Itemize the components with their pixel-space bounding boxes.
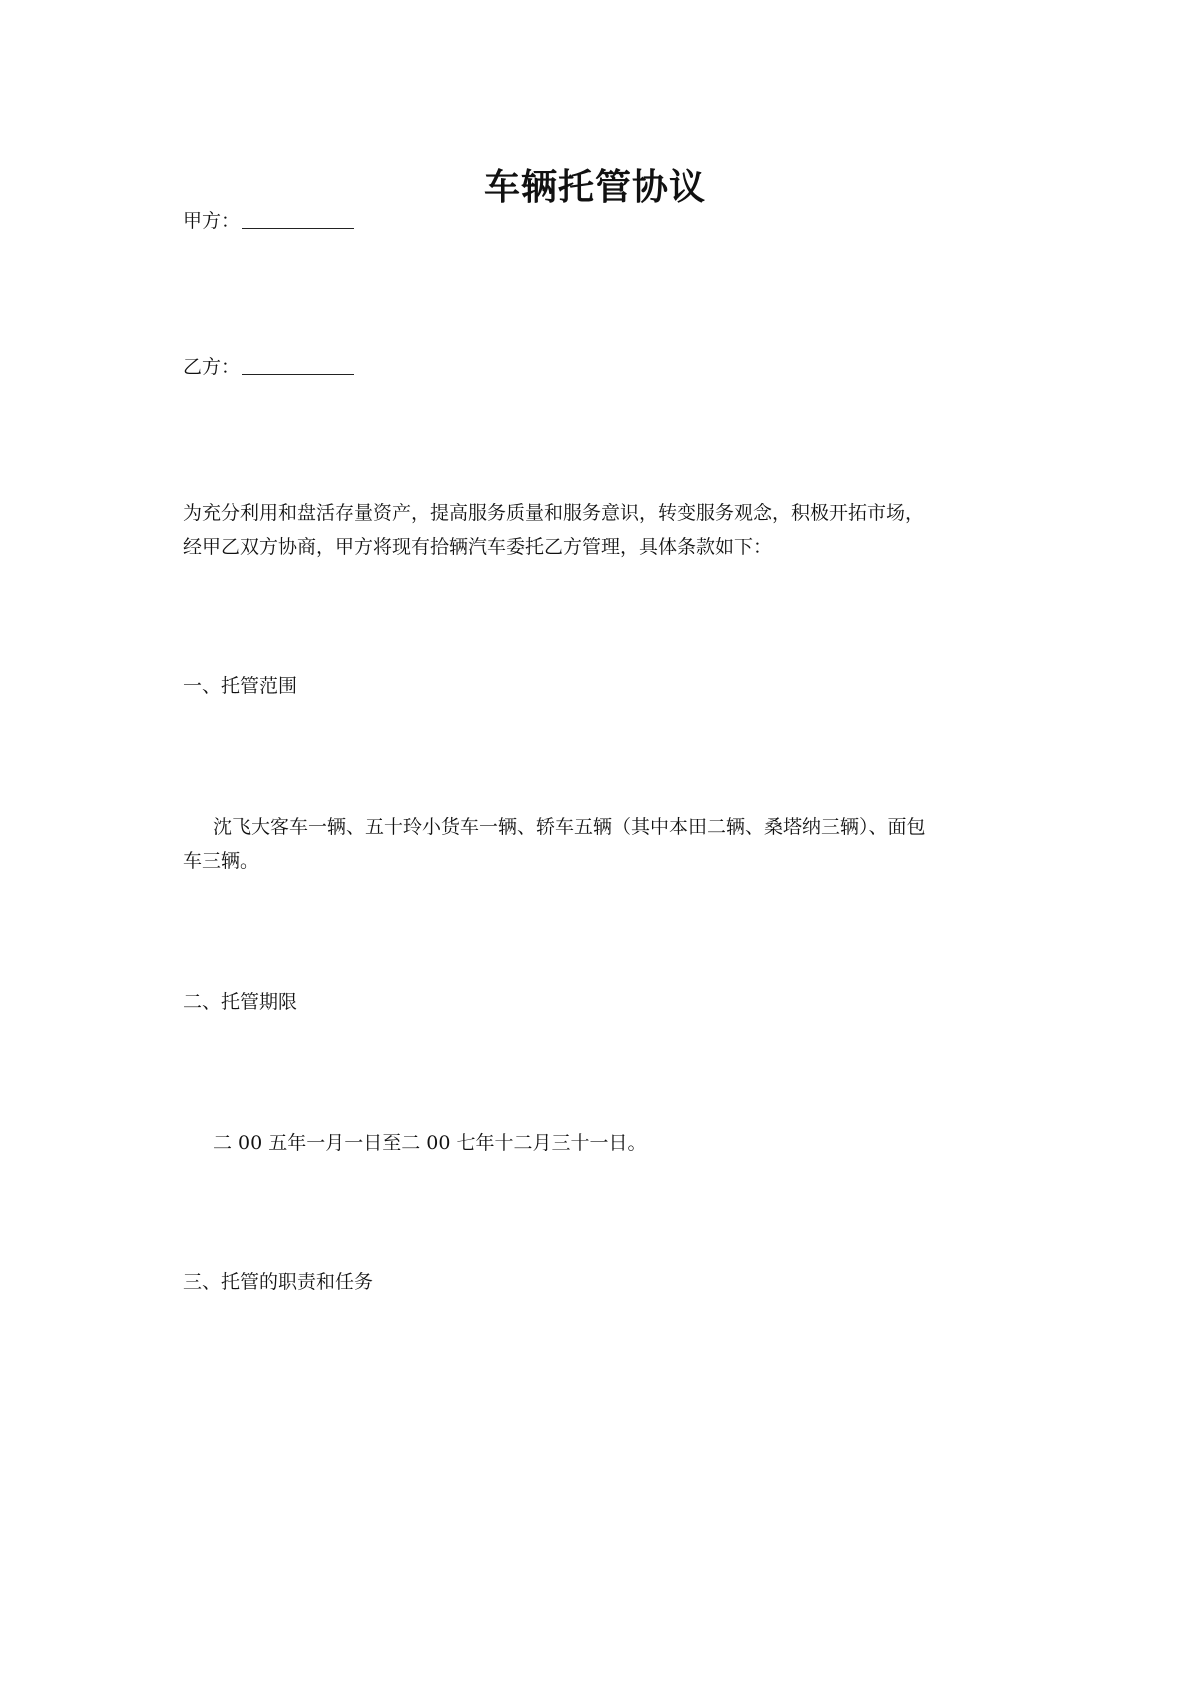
document-title: 车辆托管协议 <box>483 167 706 208</box>
section-1-text-line-1: 沈飞大客车一辆、五十玲小货车一辆、轿车五辆（其中本田二辆、桑塔纳三辆）、面包 <box>213 816 926 838</box>
preamble-line-1: 为充分利用和盘活存量资产，提高服务质量和服务意识，转变服务观念，积极开拓市场， <box>183 502 925 524</box>
section-2-heading: 二、托管期限 <box>183 991 298 1013</box>
party-b-line <box>183 350 1015 384</box>
section-1-heading: 一、托管范围 <box>183 675 298 697</box>
party-a-line <box>183 204 1015 238</box>
party-b-label: 乙方： <box>183 356 241 378</box>
party-b-blank <box>242 356 354 375</box>
section-2-text: 二 00 五年一月一日至二 00 七年十二月三十一日。 <box>213 1132 647 1154</box>
section-3-heading: 三、托管的职责和任务 <box>183 1271 374 1293</box>
party-a-blank <box>242 210 354 229</box>
party-a-label: 甲方： <box>183 210 241 232</box>
section-1-text-line-2: 车三辆。 <box>183 850 260 872</box>
preamble-line-2: 经甲乙双方协商，甲方将现有拾辆汽车委托乙方管理，具体条款如下： <box>183 536 773 558</box>
